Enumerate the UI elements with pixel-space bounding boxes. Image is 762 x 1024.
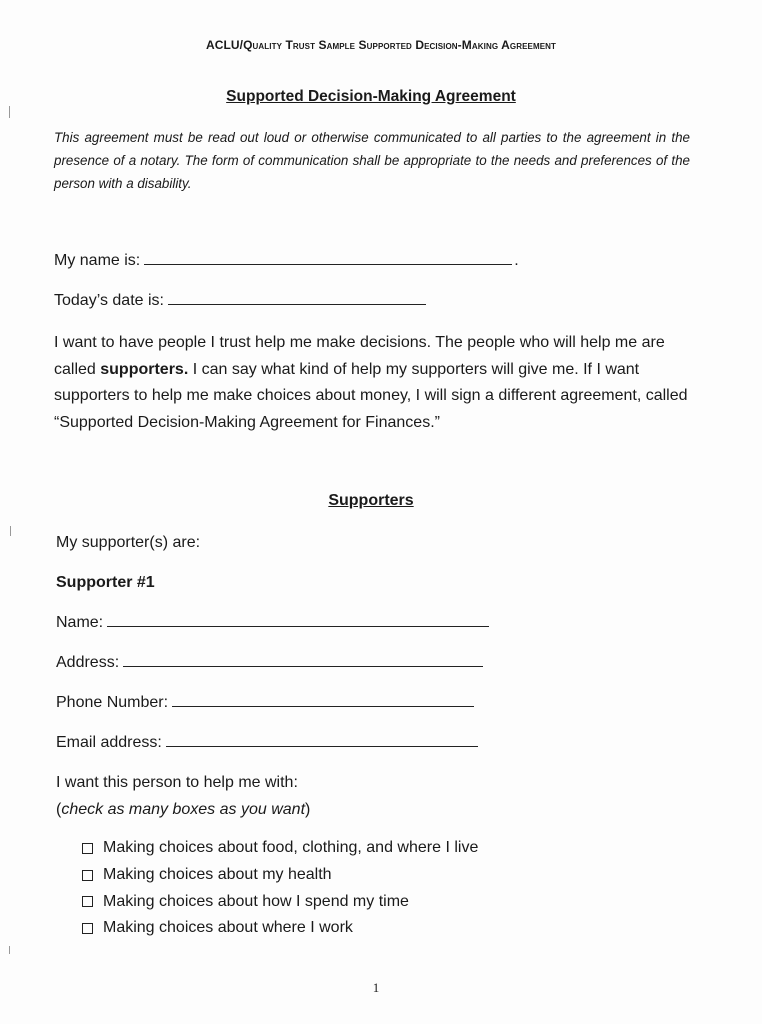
help-option-time[interactable] (82, 888, 478, 915)
name-trailing-period: . (514, 252, 519, 269)
supporters-section-title: Supporters (328, 492, 414, 509)
supporter-phone-blank[interactable] (172, 694, 474, 707)
checkbox[interactable] (82, 843, 93, 854)
document-title: Supported Decision-Making Agreement (226, 88, 516, 105)
paragraph-text-2: I can say what kind of help my supporters will give me. If I want supporters to help me make choices about money, I will sign a different agreement, called “Supported Decision-Making Agreement for Finances.” (54, 360, 688, 431)
intro-paragraph: This agreement must be read out loud or otherwise communicated to all parties to the agreement in the presence of a notary. The form of communication shall be appropriate to the needs and preferences of the person with a disability. (54, 130, 690, 191)
help-option-label: Making choices about my health (103, 866, 332, 884)
name-label: My name is: (54, 252, 141, 269)
help-note (56, 801, 310, 819)
paragraph-text-1: I want to have people I trust help me make decisions. The people who will help me are called (54, 334, 665, 378)
help-note-paren-open: ( (56, 801, 62, 818)
help-option-label: Making choices about how I spend my time (103, 892, 409, 910)
help-option-work[interactable] (82, 915, 478, 942)
supporter-heading: Supporter #1 (56, 574, 155, 591)
help-option-label: Making choices about where I work (103, 919, 353, 937)
help-option-food-clothing-living[interactable] (82, 835, 478, 862)
help-option-health[interactable] (82, 862, 478, 889)
supporter-email-label: Email address: (56, 734, 162, 751)
checkbox[interactable] (82, 896, 93, 907)
scan-artifact (9, 946, 10, 954)
date-field-row (54, 292, 426, 310)
help-note-text: check as many boxes as you want (61, 801, 306, 818)
page-number: 1 (372, 980, 380, 995)
help-options-list (82, 835, 478, 942)
supporter-address-label: Address: (56, 654, 120, 671)
supporter-address-blank[interactable] (123, 654, 483, 667)
checkbox[interactable] (82, 923, 93, 934)
help-note-paren-close: ) (305, 801, 311, 818)
supporter-name-blank[interactable] (107, 614, 489, 627)
scan-artifact (9, 106, 10, 118)
supporter-name-label: Name: (56, 614, 104, 631)
name-blank[interactable] (144, 252, 512, 265)
supporter-address-row (56, 654, 483, 672)
scan-artifact (10, 526, 11, 536)
supporter-phone-label: Phone Number: (56, 694, 169, 711)
supporters-intro: My supporter(s) are: (56, 534, 201, 551)
checkbox[interactable] (82, 870, 93, 881)
help-option-label: Making choices about food, clothing, and where I live (103, 839, 479, 857)
supporters-explanation (54, 330, 694, 436)
supporter-email-blank[interactable] (166, 734, 478, 747)
date-label: Today’s date is: (54, 292, 164, 309)
date-blank[interactable] (168, 292, 426, 305)
document-header: ACLU/Quality Trust Sample Supported Decision-Making Agreement (205, 38, 557, 52)
name-field-row (54, 252, 519, 270)
supporter-phone-row (56, 694, 474, 712)
help-intro: I want this person to help me with: (56, 774, 298, 791)
supporter-name-row (56, 614, 489, 632)
paragraph-bold-term: supporters. (100, 360, 189, 378)
supporter-email-row (56, 734, 478, 752)
